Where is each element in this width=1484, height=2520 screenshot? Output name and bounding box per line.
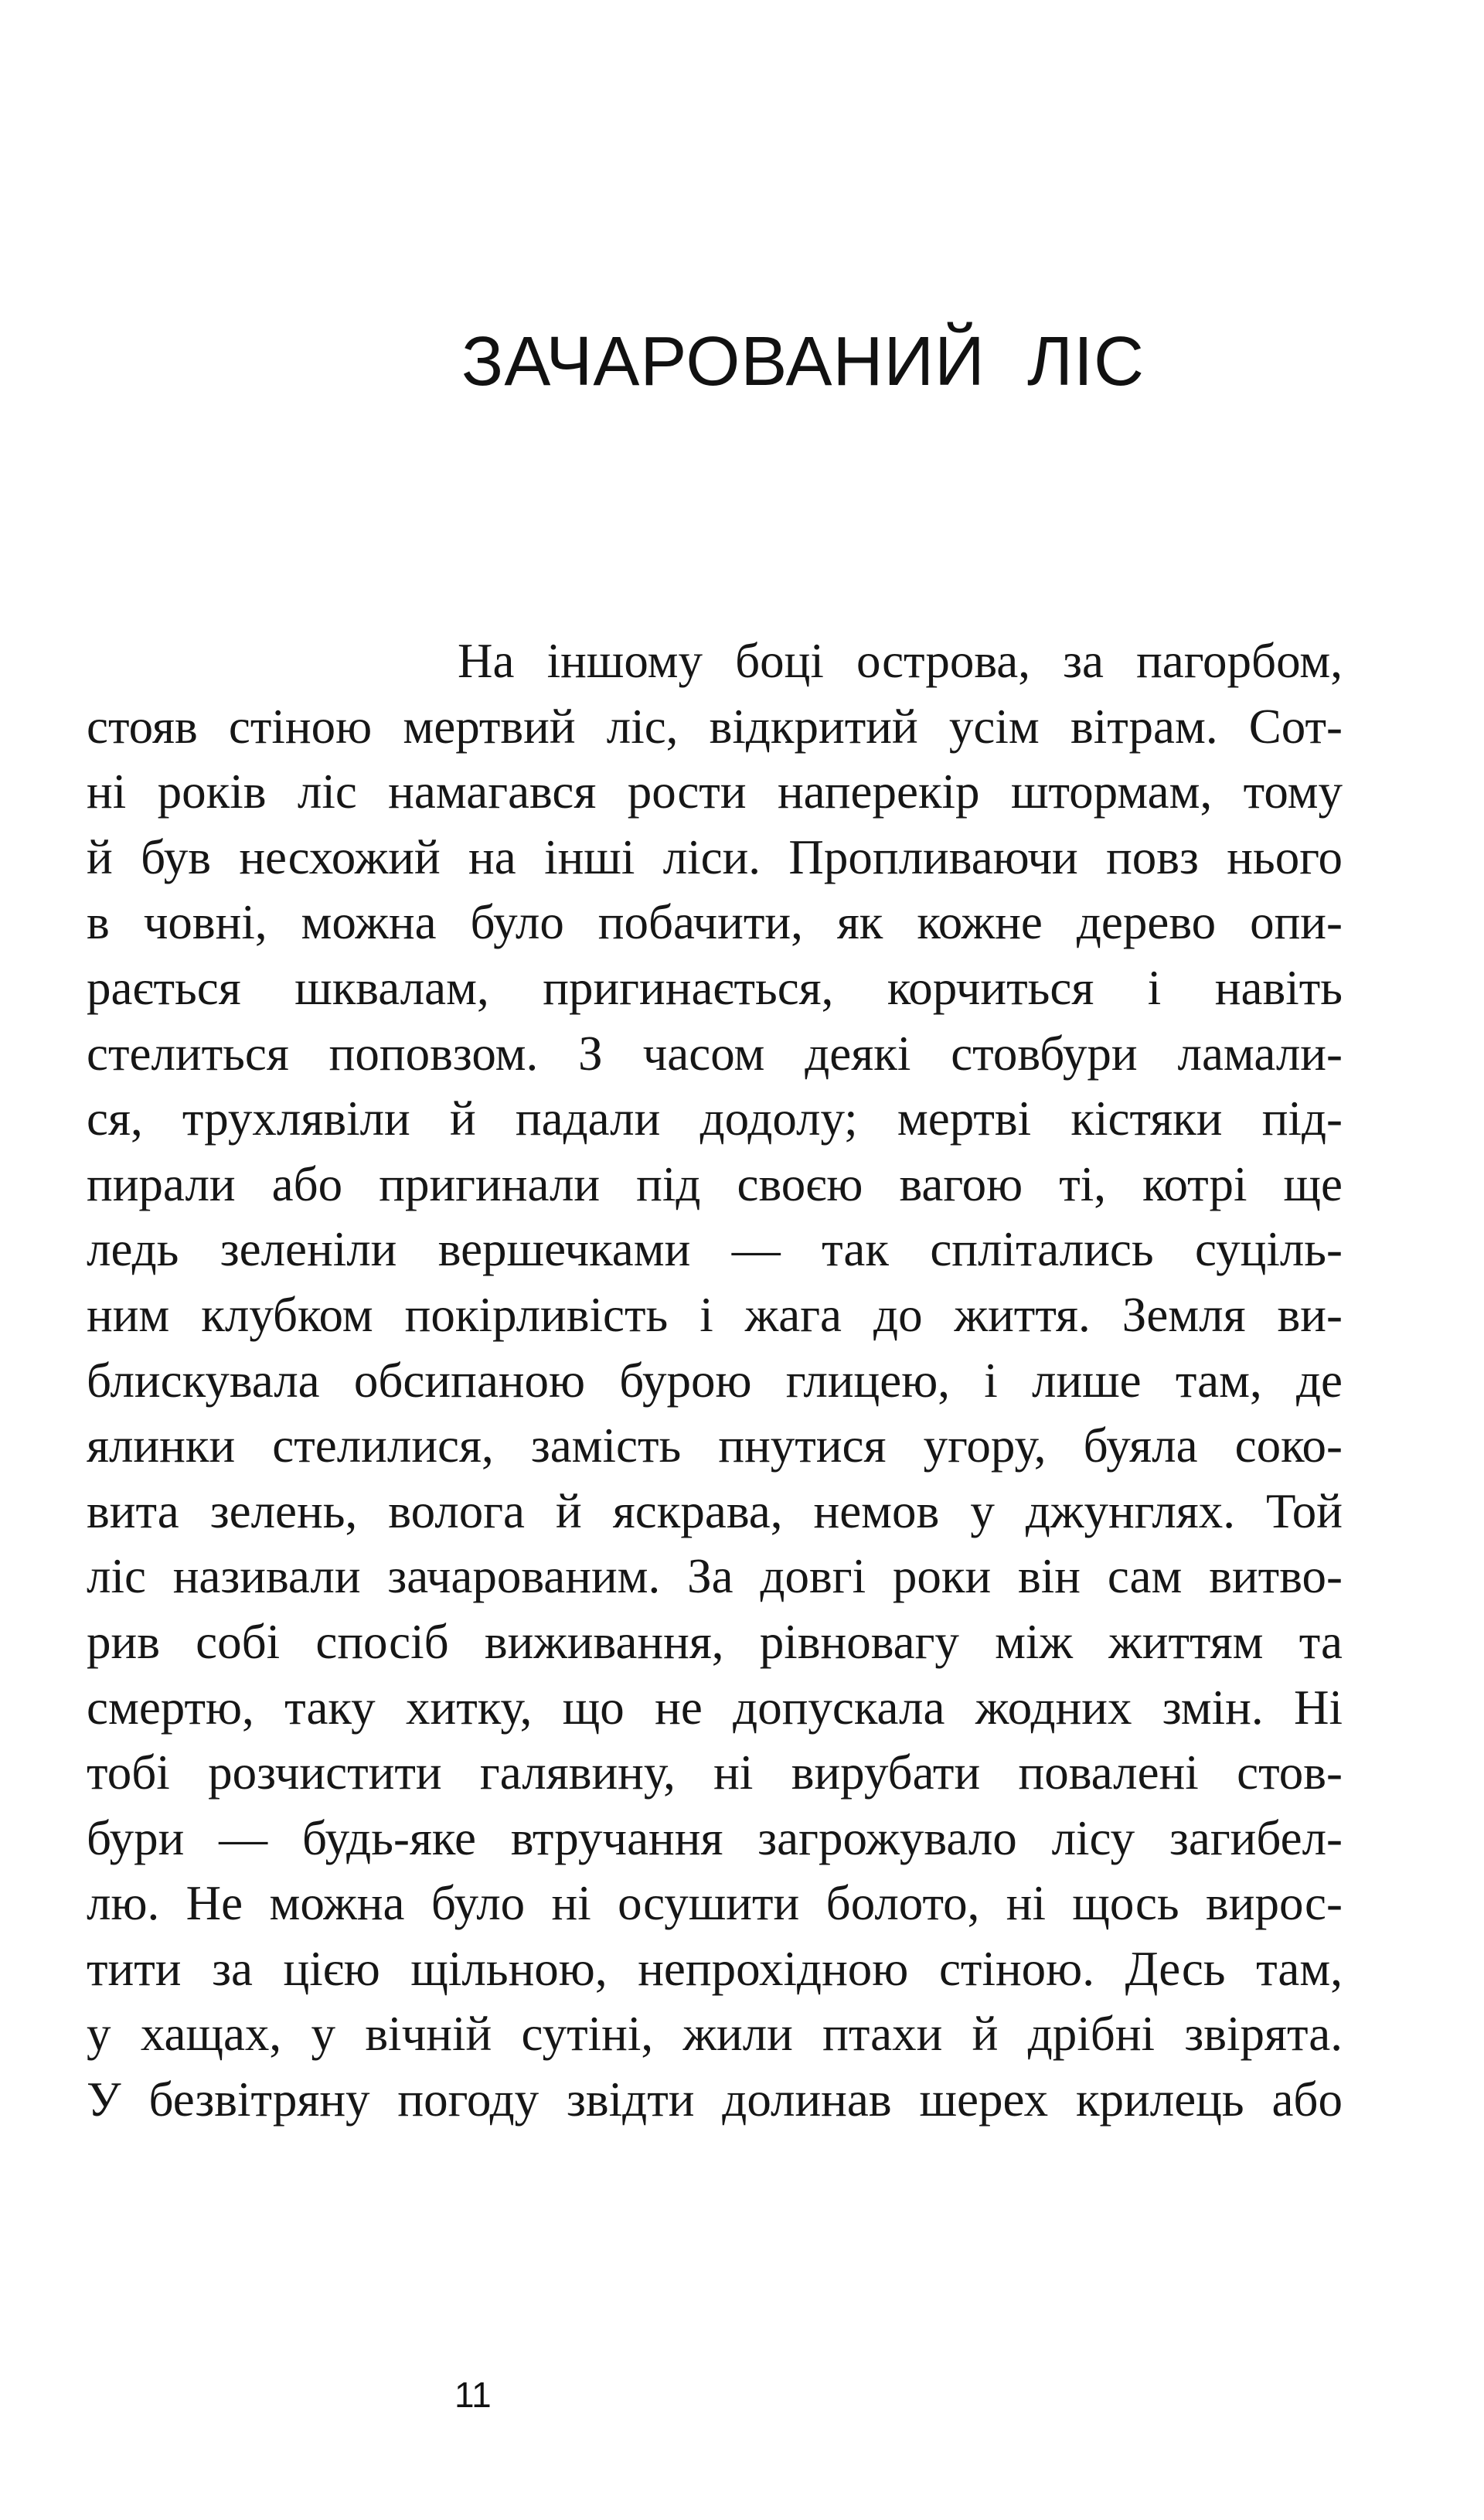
text-line: стояв стіною мертвий ліс, відкритий усім вітрам. Сот- bbox=[87, 699, 1343, 754]
text-line: ледь зеленіли вершечками — так сплітались суціль- bbox=[87, 1222, 1343, 1277]
text-line: ліс називали зачарованим. За довгі роки він сам витво- bbox=[87, 1549, 1343, 1604]
text-line: На іншому боці острова, за пагорбом, bbox=[458, 634, 1343, 688]
text-line: в човні, можна було побачити, як кожне дерево опи- bbox=[87, 895, 1343, 950]
text-line: лю. Не можна було ні осушити болото, ні щось вирос- bbox=[87, 1876, 1343, 1931]
text-line: тобі розчистити галявину, ні вирубати повалені стов- bbox=[87, 1745, 1343, 1800]
text-line: ся, трухлявіли й падали додолу; мертві кістяки під- bbox=[87, 1091, 1343, 1146]
text-line: ялинки стелилися, замість пнутися угору, буяла соко- bbox=[87, 1418, 1343, 1473]
text-line: рається шквалам, пригинається, корчиться і навіть bbox=[87, 960, 1343, 1015]
text-line: У безвітряну погоду звідти долинав шерех крилець або bbox=[87, 2072, 1343, 2127]
text-line: у хащах, у вічній сутіні, жили птахи й дрібні звірята. bbox=[87, 2007, 1343, 2062]
text-line: пирали або пригинали під своєю вагою ті, котрі ще bbox=[87, 1156, 1343, 1211]
body-paragraph bbox=[87, 628, 1343, 2133]
text-line: вита зелень, волога й яскрава, немов у джунглях. Той bbox=[87, 1483, 1343, 1538]
text-line: ні років ліс намагався рости наперекір штормам, тому bbox=[87, 765, 1343, 819]
text-line: ним клубком покірливість і жага до життя. Земля ви- bbox=[87, 1287, 1343, 1342]
text-line: смертю, таку хитку, що не допускала жодних змін. Ні bbox=[87, 1680, 1343, 1735]
page-number: 11 bbox=[454, 2375, 492, 2415]
text-line: рив собі спосіб виживання, рівновагу між життям та bbox=[87, 1614, 1343, 1669]
text-line: тити за цією щільною, непрохідною стіною. Десь там, bbox=[87, 1941, 1343, 1996]
text-line: бури — будь-яке втручання загрожувало лісу загибел- bbox=[87, 1810, 1343, 1865]
text-line: блискувала обсипаною бурою глицею, і лише там, де bbox=[87, 1353, 1343, 1408]
chapter-title: ЗАЧАРОВАНИЙ ЛІС bbox=[461, 323, 1145, 400]
text-line: й був несхожий на інші ліси. Пропливаючи повз нього bbox=[87, 829, 1343, 884]
text-line: стелиться поповзом. З часом деякі стовбури ламали- bbox=[87, 1026, 1343, 1081]
